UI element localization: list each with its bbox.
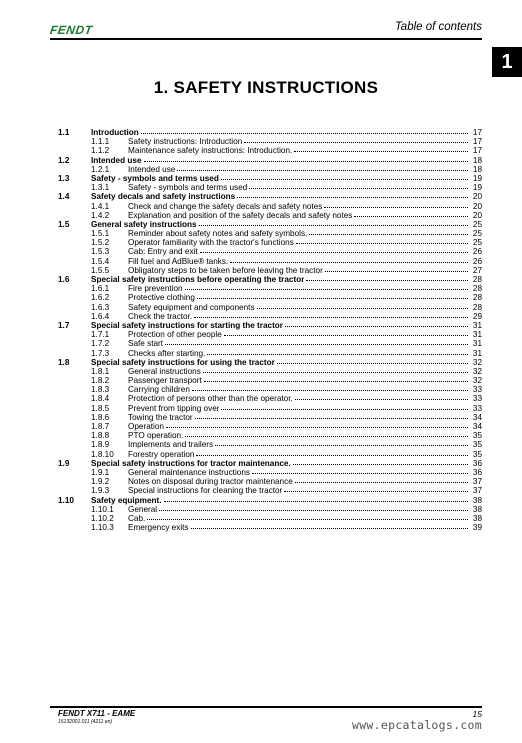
toc-subsection-entry[interactable] <box>58 183 482 192</box>
footer-model: FENDT X711 - EAME <box>58 709 136 718</box>
toc-entry-page: 19 <box>472 183 482 193</box>
toc-subsection-entry[interactable] <box>58 247 482 256</box>
toc-entry-number: 1.5.5 <box>91 265 110 275</box>
toc-section-entry[interactable] <box>58 220 482 229</box>
toc-entry-page: 31 <box>472 339 482 349</box>
toc-leader-dots <box>354 216 468 217</box>
toc-leader-dots <box>294 151 468 152</box>
toc-subsection-entry[interactable] <box>58 440 482 449</box>
toc-entry-number: 1.8.3 <box>91 385 110 395</box>
toc-entry-page: 31 <box>472 320 482 330</box>
toc-leader-dots <box>191 528 468 529</box>
toc-entry-page: 18 <box>472 164 482 174</box>
toc-leader-dots <box>325 271 468 272</box>
toc-subsection-entry[interactable] <box>58 486 482 495</box>
toc-subsection-entry[interactable] <box>58 312 482 321</box>
toc-entry-number: 1.7.3 <box>91 348 110 358</box>
toc-entry-number: 1.1.2 <box>91 146 110 156</box>
toc-subsection-entry[interactable] <box>58 349 482 358</box>
toc-entry-number: 1.7.1 <box>91 330 110 340</box>
toc-entry-number: 1.1.1 <box>91 137 110 147</box>
toc-entry-number: 1.3 <box>58 173 70 183</box>
toc-leader-dots <box>192 390 468 391</box>
toc-entry-page: 25 <box>472 219 482 229</box>
toc-entry-title: Special safety instructions for starting the tractor <box>91 320 283 330</box>
toc-entry-number: 1.8.6 <box>91 412 110 422</box>
toc-entry-title: Notes on disposal during tractor maintenance <box>128 477 293 487</box>
toc-entry-number: 1.8.8 <box>91 431 110 441</box>
toc-entry-number: 1.10.2 <box>91 513 114 523</box>
toc-entry-page: 20 <box>472 201 482 211</box>
footer-code: 15132001.011 (4211 en) <box>58 719 113 725</box>
toc-leader-dots <box>207 354 468 355</box>
footer-rule <box>50 706 482 708</box>
toc-entry-title: Fill fuel and AdBlue® tanks. <box>128 256 229 266</box>
toc-leader-dots <box>164 501 468 502</box>
toc-subsection-entry[interactable] <box>58 211 482 220</box>
toc-entry-page: 33 <box>472 385 482 395</box>
toc-leader-dots <box>144 161 469 162</box>
toc-entry-title: Safety decals and safety instructions <box>91 192 236 202</box>
toc-entry-number: 1.4.1 <box>91 201 110 211</box>
toc-section-entry[interactable] <box>58 156 482 165</box>
toc-leader-dots <box>244 142 468 143</box>
toc-leader-dots <box>197 298 468 299</box>
toc-entry-page: 17 <box>472 146 482 156</box>
toc-subsection-entry[interactable] <box>58 505 482 514</box>
toc-leader-dots <box>147 519 468 520</box>
toc-leader-dots <box>166 427 468 428</box>
toc-leader-dots <box>195 418 468 419</box>
toc-entry-number: 1.8.9 <box>91 440 110 450</box>
toc-entry-page: 31 <box>472 348 482 358</box>
toc-section-entry[interactable] <box>58 321 482 330</box>
toc-subsection-entry[interactable] <box>58 450 482 459</box>
toc-leader-dots <box>324 207 468 208</box>
toc-entry-title: Passenger transport <box>128 376 202 386</box>
toc-subsection-entry[interactable] <box>58 165 482 174</box>
toc-leader-dots <box>257 308 468 309</box>
toc-entry-number: 1.10 <box>58 495 74 505</box>
toc-entry-page: 36 <box>472 458 482 468</box>
toc-leader-dots <box>203 372 468 373</box>
toc-subsection-entry[interactable] <box>58 367 482 376</box>
toc-subsection-entry[interactable] <box>58 266 482 275</box>
toc-entry-number: 1.8 <box>58 357 70 367</box>
toc-entry-number: 1.6.4 <box>91 311 110 321</box>
toc-subsection-entry[interactable] <box>58 202 482 211</box>
toc-subsection-entry[interactable] <box>58 523 482 532</box>
fendt-logo: FENDT <box>49 23 94 37</box>
toc-entry-page: 20 <box>472 210 482 220</box>
toc-leader-dots <box>277 363 468 364</box>
toc-entry-number: 1.8.7 <box>91 422 110 431</box>
toc-entry-title: Check the tractor. <box>128 311 193 321</box>
toc-subsection-entry[interactable] <box>58 376 482 385</box>
header-rule <box>50 38 482 40</box>
toc-entry-title: Cab: Entry and exit <box>128 247 198 257</box>
toc-entry-number: 1.9.2 <box>91 477 110 487</box>
toc-entry-number: 1.10.3 <box>91 523 114 533</box>
toc-entry-page: 34 <box>472 422 482 431</box>
toc-leader-dots <box>284 491 468 492</box>
toc-entry-title: Operation <box>128 422 164 431</box>
toc-entry-title: Explanation and position of the safety decals and safety notes <box>128 210 353 220</box>
toc-leader-dots <box>230 262 468 263</box>
toc-entry-title: Protection of persons other than the operator. <box>128 394 293 404</box>
toc-entry-title: Special safety instructions before operating the tractor <box>91 275 305 284</box>
toc-entry-number: 1.8.10 <box>91 449 114 459</box>
toc-entry-title: Safety - symbols and terms used <box>91 173 219 183</box>
toc-entry-title: Emergency exits <box>128 523 189 533</box>
table-of-contents <box>58 128 482 532</box>
toc-leader-dots <box>199 225 468 226</box>
toc-entry-number: 1.1 <box>58 128 70 137</box>
toc-entry-number: 1.5.1 <box>91 229 110 239</box>
toc-section-entry[interactable] <box>58 128 482 137</box>
toc-subsection-entry[interactable] <box>58 257 482 266</box>
toc-subsection-entry[interactable] <box>58 431 482 440</box>
toc-entry-title: PTO operation. <box>128 431 184 441</box>
toc-section-entry[interactable] <box>58 496 482 505</box>
toc-entry-page: 27 <box>472 265 482 275</box>
toc-entry-title: Intended use <box>128 164 176 174</box>
toc-leader-dots <box>252 473 468 474</box>
toc-entry-number: 1.7 <box>58 320 70 330</box>
toc-section-entry[interactable] <box>58 275 482 284</box>
toc-entry-number: 1.4 <box>58 192 70 202</box>
toc-leader-dots <box>293 464 468 465</box>
toc-entry-page: 31 <box>472 330 482 340</box>
toc-section-entry[interactable] <box>58 459 482 468</box>
toc-entry-page: 28 <box>472 293 482 303</box>
toc-entry-number: 1.8.1 <box>91 366 110 376</box>
toc-leader-dots <box>309 234 468 235</box>
toc-entry-title: Safety instructions: Introduction <box>128 137 243 147</box>
toc-subsection-entry[interactable] <box>58 413 482 422</box>
toc-entry-title: Reminder about safety notes and safety symbols. <box>128 229 308 239</box>
toc-entry-title: General <box>128 504 158 514</box>
toc-section-entry[interactable] <box>58 174 482 183</box>
toc-entry-title: Safe start <box>128 339 164 349</box>
toc-leader-dots <box>185 289 468 290</box>
toc-entry-number: 1.5.2 <box>91 238 110 248</box>
toc-entry-number: 1.2 <box>58 155 70 165</box>
toc-leader-dots <box>221 179 468 180</box>
header-section-title: Table of contents <box>394 21 482 33</box>
chapter-title: 1. SAFETY INSTRUCTIONS <box>153 78 379 97</box>
toc-entry-title: Special safety instructions for tractor maintenance. <box>91 458 291 468</box>
toc-subsection-entry[interactable] <box>58 394 482 403</box>
toc-entry-number: 1.5.3 <box>91 247 110 257</box>
toc-entry-page: 17 <box>472 137 482 147</box>
toc-subsection-entry[interactable] <box>58 146 482 155</box>
toc-entry-title: Checks after starting. <box>128 348 206 358</box>
toc-entry-number: 1.8.4 <box>91 394 110 404</box>
toc-entry-number: 1.6.1 <box>91 284 110 294</box>
toc-entry-title: Check and change the safety decals and safety notes <box>128 201 323 211</box>
toc-subsection-entry[interactable] <box>58 293 482 302</box>
toc-leader-dots <box>196 455 468 456</box>
toc-entry-number: 1.2.1 <box>91 164 110 174</box>
chapter-tab[interactable]: 1 <box>492 47 522 77</box>
toc-entry-page: 25 <box>472 229 482 239</box>
toc-subsection-entry[interactable] <box>58 422 482 431</box>
toc-entry-page: 38 <box>472 495 482 505</box>
toc-entry-number: 1.10.1 <box>91 504 114 514</box>
toc-leader-dots <box>249 188 468 189</box>
toc-entry-page: 35 <box>472 449 482 459</box>
toc-entry-number: 1.8.5 <box>91 403 110 413</box>
toc-entry-page: 20 <box>472 192 482 202</box>
toc-subsection-entry[interactable] <box>58 514 482 523</box>
toc-entry-page: 38 <box>472 513 482 523</box>
toc-entry-title: Special instructions for cleaning the tractor <box>128 486 283 496</box>
toc-entry-page: 36 <box>472 467 482 477</box>
toc-entry-number: 1.5 <box>58 219 70 229</box>
toc-entry-title: Forestry operation <box>128 449 195 459</box>
toc-entry-page: 26 <box>472 256 482 266</box>
toc-entry-title: Protective clothing <box>128 293 195 303</box>
toc-entry-number: 1.6.3 <box>91 302 110 312</box>
toc-entry-page: 33 <box>472 394 482 404</box>
toc-entry-title: Maintenance safety instructions: Introduction. <box>128 146 293 156</box>
toc-entry-title: Intended use <box>91 155 142 165</box>
toc-entry-page: 18 <box>472 155 482 165</box>
toc-leader-dots <box>221 409 468 410</box>
toc-subsection-entry[interactable] <box>58 330 482 339</box>
toc-subsection-entry[interactable] <box>58 137 482 146</box>
toc-section-entry[interactable] <box>58 192 482 201</box>
toc-leader-dots <box>141 133 468 134</box>
toc-subsection-entry[interactable] <box>58 477 482 486</box>
toc-entry-title: Implements and trailers <box>128 440 214 450</box>
toc-entry-page: 26 <box>472 247 482 257</box>
toc-entry-number: 1.5.4 <box>91 256 110 266</box>
toc-subsection-entry[interactable] <box>58 385 482 394</box>
toc-entry-title: General safety instructions <box>91 219 197 229</box>
toc-entry-page: 34 <box>472 412 482 422</box>
toc-entry-number: 1.8.2 <box>91 376 110 386</box>
toc-leader-dots <box>200 252 468 253</box>
toc-entry-title: Safety equipment. <box>91 495 162 505</box>
toc-leader-dots <box>295 482 468 483</box>
toc-entry-title: Safety equipment and components <box>128 302 255 312</box>
toc-leader-dots <box>185 436 468 437</box>
toc-entry-title: Special safety instructions for using the tractor <box>91 357 275 367</box>
toc-leader-dots <box>215 445 468 446</box>
toc-entry-title: Safety - symbols and terms used <box>128 183 248 193</box>
toc-entry-title: Protection of other people <box>128 330 222 340</box>
toc-entry-title: Prevent from tipping over <box>128 403 220 413</box>
toc-leader-dots <box>296 243 468 244</box>
toc-subsection-entry[interactable] <box>58 339 482 348</box>
toc-entry-title: Carrying children <box>128 385 190 395</box>
toc-entry-title: Obligatory steps to be taken before leaving the tractor <box>128 265 323 275</box>
watermark: www.epcatalogs.com <box>351 718 482 732</box>
toc-entry-page: 37 <box>472 486 482 496</box>
toc-entry-page: 37 <box>472 477 482 487</box>
toc-entry-page: 32 <box>472 366 482 376</box>
toc-entry-number: 1.9.1 <box>91 467 110 477</box>
toc-leader-dots <box>177 170 468 171</box>
toc-entry-page: 28 <box>472 302 482 312</box>
toc-leader-dots <box>194 317 468 318</box>
toc-leader-dots <box>159 510 468 511</box>
toc-leader-dots <box>237 197 468 198</box>
toc-entry-page: 32 <box>472 376 482 386</box>
toc-entry-page: 29 <box>472 311 482 321</box>
toc-entry-page: 38 <box>472 504 482 514</box>
toc-entry-title: General maintenance instructions <box>128 467 250 477</box>
toc-entry-title: Towing the tractor <box>128 412 193 422</box>
toc-leader-dots <box>224 335 468 336</box>
footer-page-number: 15 <box>472 709 482 719</box>
toc-entry-number: 1.3.1 <box>91 183 110 193</box>
toc-entry-page: 19 <box>472 173 482 183</box>
toc-entry-number: 1.9 <box>58 458 70 468</box>
toc-subsection-entry[interactable] <box>58 229 482 238</box>
toc-entry-title: Introduction <box>91 128 139 137</box>
toc-subsection-entry[interactable] <box>58 404 482 413</box>
toc-leader-dots <box>165 344 468 345</box>
toc-entry-number: 1.6.2 <box>91 293 110 303</box>
toc-entry-number: 1.7.2 <box>91 339 110 349</box>
toc-subsection-entry[interactable] <box>58 303 482 312</box>
toc-entry-title: Operator familiarity with the tractor's functions <box>128 238 294 248</box>
toc-subsection-entry[interactable] <box>58 284 482 293</box>
toc-subsection-entry[interactable] <box>58 238 482 247</box>
toc-entry-number: 1.9.3 <box>91 486 110 496</box>
toc-entry-title: General instructions <box>128 366 201 376</box>
toc-entry-page: 33 <box>472 403 482 413</box>
toc-entry-page: 35 <box>472 431 482 441</box>
toc-leader-dots <box>295 399 468 400</box>
toc-entry-page: 35 <box>472 440 482 450</box>
toc-entry-page: 17 <box>472 128 482 137</box>
toc-entry-page: 32 <box>472 357 482 367</box>
toc-leader-dots <box>285 326 468 327</box>
toc-section-entry[interactable] <box>58 358 482 367</box>
toc-entry-number: 1.4.2 <box>91 210 110 220</box>
toc-entry-number: 1.6 <box>58 275 70 284</box>
toc-entry-page: 25 <box>472 238 482 248</box>
toc-leader-dots <box>204 381 468 382</box>
toc-entry-title: Fire prevention <box>128 284 183 294</box>
toc-entry-title: Cab. <box>128 513 146 523</box>
toc-entry-page: 28 <box>472 284 482 294</box>
toc-entry-page: 39 <box>472 523 482 533</box>
toc-entry-page: 28 <box>472 275 482 284</box>
toc-subsection-entry[interactable] <box>58 468 482 477</box>
toc-leader-dots <box>306 280 468 281</box>
